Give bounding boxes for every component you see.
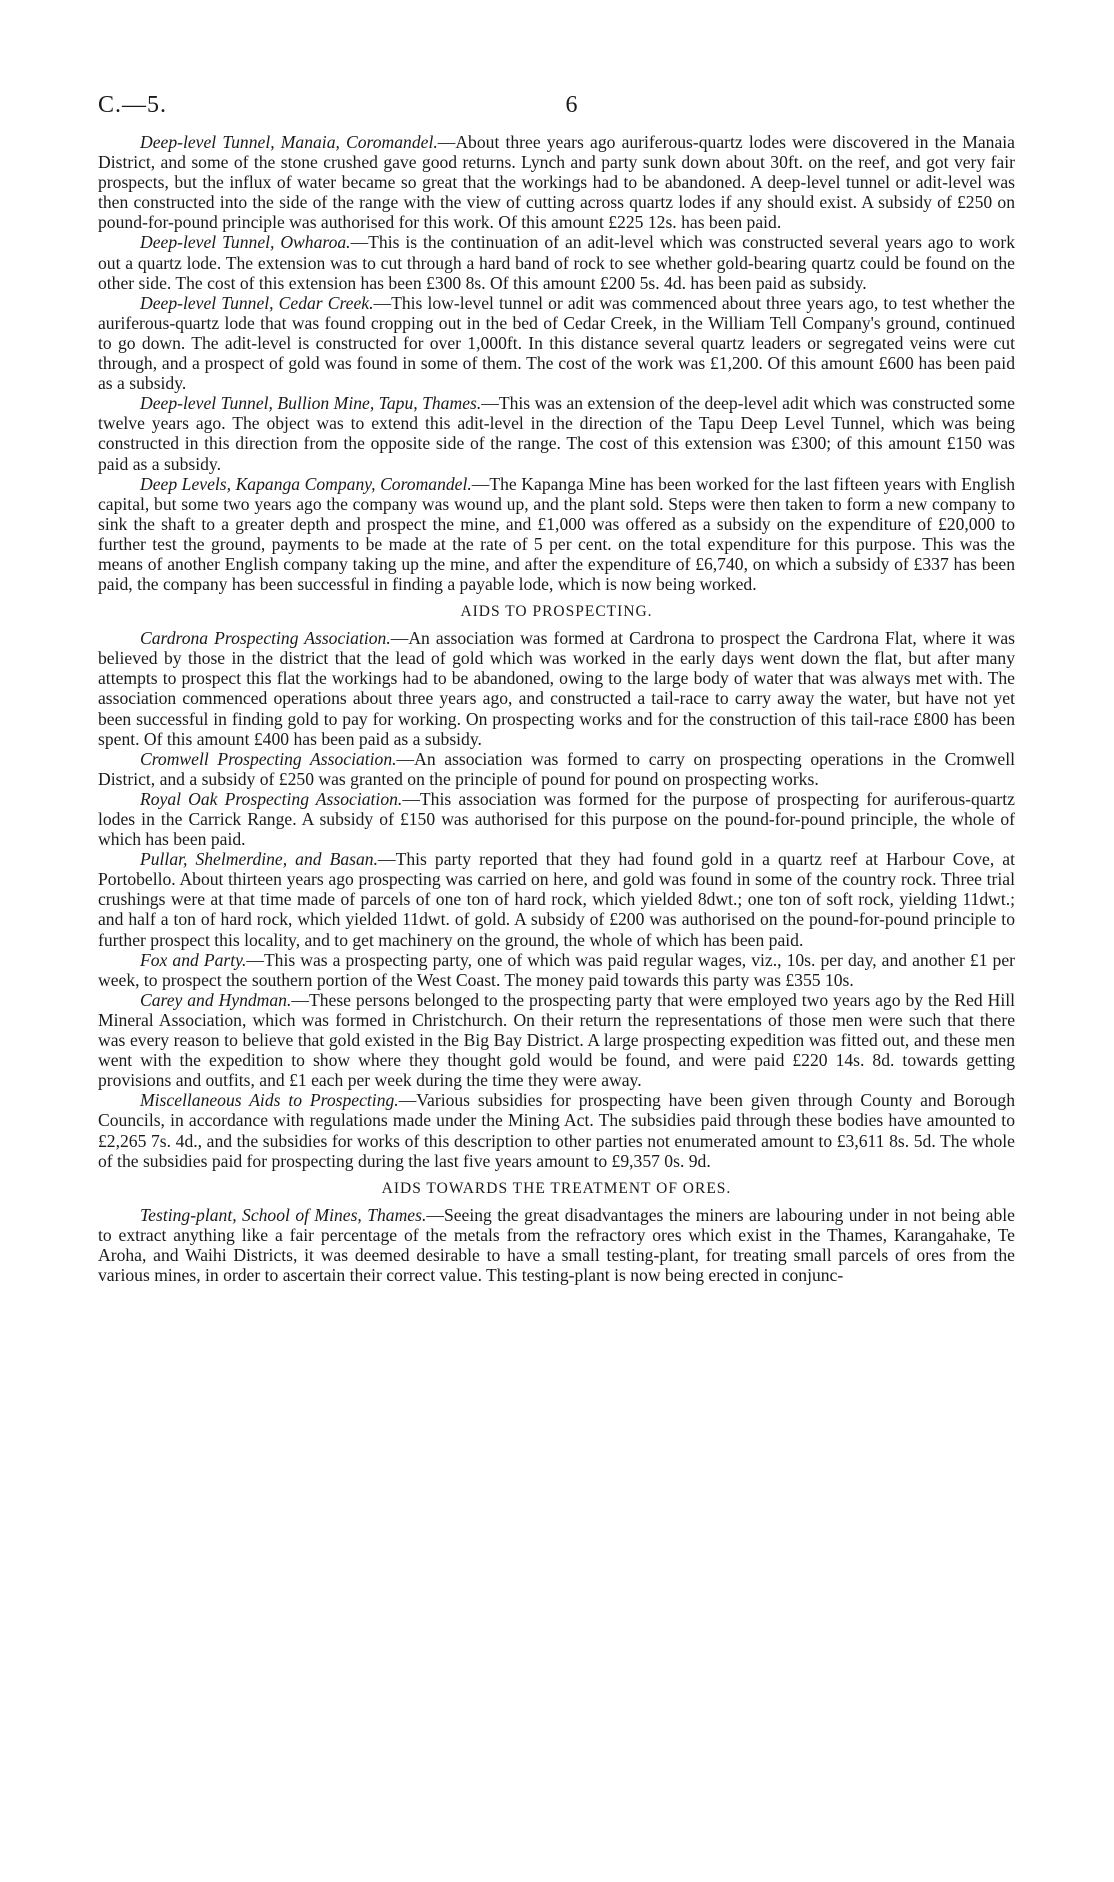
paragraph-lead: Cromwell Prospecting Association. <box>140 748 397 769</box>
paragraph-fox <box>98 950 1015 990</box>
section-heading-prospecting: AIDS TO PROSPECTING. <box>460 603 653 621</box>
paragraph-cedar-creek <box>98 293 1015 393</box>
paragraph-body: —This is the continuation of an adit-level which was constructed several years ago to work out a quartz lode. The extension was to cut through a hard band of rock to see whether gold-bearing quartz could be found on the other side. The cost of this extension has been £300 8s. Of this amount £200 5s. 4d. has been paid as subsidy. <box>98 232 1016 293</box>
paragraph-body: —An association was formed to carry on prospecting operations in the Cromwell District, and a subsidy of £250 was granted on the principle of pound for pound on prospecting works. <box>98 748 1015 789</box>
paragraph-body: —Seeing the great disadvantages the miners are labouring under in not being able to extract anything like a fair percentage of the metals from the refractory ores which exist in the Thames, Karangahake, Te Aroha, and Waihi Districts, it was deemed desirable to have a small testing-plant, for treating small parcels of ores from the various mines, in order to ascertain their correct value. This testing-plant is now being erected in conjunc- <box>98 1204 1015 1285</box>
paragraph-lead: Deep-level Tunnel, Bullion Mine, Tapu, Thames. <box>140 393 482 414</box>
paragraph-lead: Deep-level Tunnel, Cedar Creek. <box>140 292 374 313</box>
paragraph-royal-oak <box>98 789 1015 849</box>
paragraph-body: —These persons belonged to the prospecting party that were employed two years ago by the Red Hill Mineral Association, which was formed in Christchurch. On their return the representations of those men were such that there was every reason to believe that gold existed in the Big Bay District. A large prospecting expedition was fitted out, and these men went with the expedition to show where they thought gold would be found, and were paid £220 14s. 8d. towards getting provisions and outfits, and £1 each per week during the time they were away. <box>98 989 1015 1091</box>
paragraph-miscellaneous <box>98 1090 1015 1170</box>
paragraph-body: —An association was formed at Cardrona to prospect the Cardrona Flat, where it was believed by those in the district that the lead of gold which was worked in the early days went down the flat, but after many attempts to prospect this flat the workings had to be abandoned, owing to the large body of water that was always met with. The association commenced operations about three years ago, and constructed a tail-race to carry away the water, but have not yet been successful in finding gold to pay for working. On prospecting works and for the construction of this tail-race £800 has been spent. Of this amount £400 has been paid as a subsidy. <box>98 628 1015 749</box>
deep-level-tunnels-section <box>98 132 1015 594</box>
paragraph-carey <box>98 990 1015 1090</box>
document-reference: C.—5. <box>98 92 168 118</box>
prospecting-section <box>98 628 1015 1171</box>
section-heading-treatment: AIDS TOWARDS THE TREATMENT OF ORES. <box>381 1179 732 1197</box>
paragraph-body: —This was a prospecting party, one of which was paid regular wages, viz., 10s. per day, and another £1 per week, to prospect the southern portion of the West Coast. The money paid towards this party was £355 10s. <box>98 949 1015 990</box>
paragraph-bullion-mine <box>98 393 1015 473</box>
paragraph-pullar <box>98 849 1015 949</box>
paragraph-lead: Deep-level Tunnel, Manaia, Coromandel. <box>140 132 438 152</box>
paragraph-cromwell <box>98 749 1015 789</box>
paragraph-lead: Royal Oak Prospecting Association. <box>140 788 403 809</box>
paragraph-lead: Deep-level Tunnel, Owharoa. <box>140 232 351 253</box>
paragraph-lead: Carey and Hyndman. <box>140 989 292 1010</box>
paragraph-cardrona <box>98 628 1015 749</box>
document-page <box>98 92 1015 1285</box>
paragraph-body: —This association was formed for the purpose of prospecting for auriferous-quartz lodes in the Carrick Range. A subsidy of £150 was authorised for this purpose on the pound-for-pound principle, the whole of which has been paid. <box>98 788 1015 850</box>
paragraph-manaia <box>98 132 1015 232</box>
paragraph-body: —This low-level tunnel or adit was commenced about three years ago, to test whether the auriferous-quartz lode that was found cropping out in the bed of Cedar Creek, in the William Tell Company's ground, continued to go down. The adit-level is constructed for over 1,000ft. In this distance several quartz leaders or segregated veins were cut through, and a prospect of gold was found in some of them. The cost of the work was £1,200. Of this amount £600 has been paid as a subsidy. <box>98 292 1015 394</box>
paragraph-lead: Miscellaneous Aids to Prospecting. <box>140 1090 399 1111</box>
paragraph-lead: Fox and Party. <box>140 949 247 970</box>
paragraph-body: —This party reported that they had found gold in a quartz reef at Harbour Cove, at Portobello. About thirteen years ago prospecting was carried on here, and gold was found in some of the country rock. Three trial crushings were at that time made of parcels of one ton of hard rock, which yielded 8dwt.; one ton of soft rock, yielding 11dwt.; and half a ton of hard rock, which yielded 11dwt. of gold. A subsidy of £200 was authorised on the pound-for-pound principle to further prospect this locality, and to get machinery on the ground, the whole of which has been paid. <box>98 849 1015 950</box>
paragraph-body: —This was an extension of the deep-level adit which was constructed some twelve years ago. The object was to extend this adit-level in the direction of the Tapu Deep Level Tunnel, which was being constructed in this direction from the opposite side of the range. The cost of this extension was £300; of this amount £150 was paid as a subsidy. <box>98 393 1015 474</box>
paragraph-body: —Various subsidies for prospecting have been given through County and Borough Councils, in accordance with regulations made under the Mining Act. The subsidies paid through these bodies have amounted to £2,265 7s. 4d., and the subsidies for works of this description to other parties not enumerated amount to £3,611 8s. 5d. The whole of the subsidies paid for prospecting during the last five years amount to £9,357 0s. 9d. <box>98 1090 1015 1171</box>
page-header <box>98 92 1015 132</box>
paragraph-lead: Cardrona Prospecting Association. <box>140 628 391 649</box>
page-number: 6 <box>565 92 578 118</box>
paragraph-lead: Pullar, Shelmerdine, and Basan. <box>140 849 378 870</box>
paragraph-testing-plant <box>98 1205 1015 1285</box>
paragraph-kapanga <box>98 474 1015 595</box>
paragraph-lead: Testing-plant, School of Mines, Thames. <box>140 1204 427 1225</box>
paragraph-lead: Deep Levels, Kapanga Company, Coromandel. <box>140 473 472 494</box>
paragraph-body: —The Kapanga Mine has been worked for the last fifteen years with English capital, but some two years ago the company was wound up, and the plant sold. Steps were then taken to form a new company to sink the shaft to a greater depth and prospect the mine, and £1,000 was offered as a subsidy on the expenditure of £20,000 to further test the ground, payments to be made at the rate of 5 per cent. on the total expenditure for this purpose. This was the means of another English company taking up the mine, and after the expenditure of £6,740, on which a subsidy of £337 has been paid, the company has been successful in finding a payable lode, which is now being worked. <box>98 473 1016 595</box>
paragraph-owharoa <box>98 232 1015 292</box>
treatment-section <box>98 1205 1015 1285</box>
paragraph-body: —About three years ago auriferous-quartz lodes were discovered in the Manaia District, and some of the stone crushed gave good returns. Lynch and party sunk down about 30ft. on the reef, and got very fair prospects, but the influx of water became so great that the workings had to be abandoned. A deep-level tunnel or adit-level was then constructed into the side of the range with the view of cutting across quartz lodes if any should exist. A subsidy of £250 on pound-for-pound principle was authorised for this work. Of this amount £225 12s. has been paid. <box>98 132 1015 233</box>
